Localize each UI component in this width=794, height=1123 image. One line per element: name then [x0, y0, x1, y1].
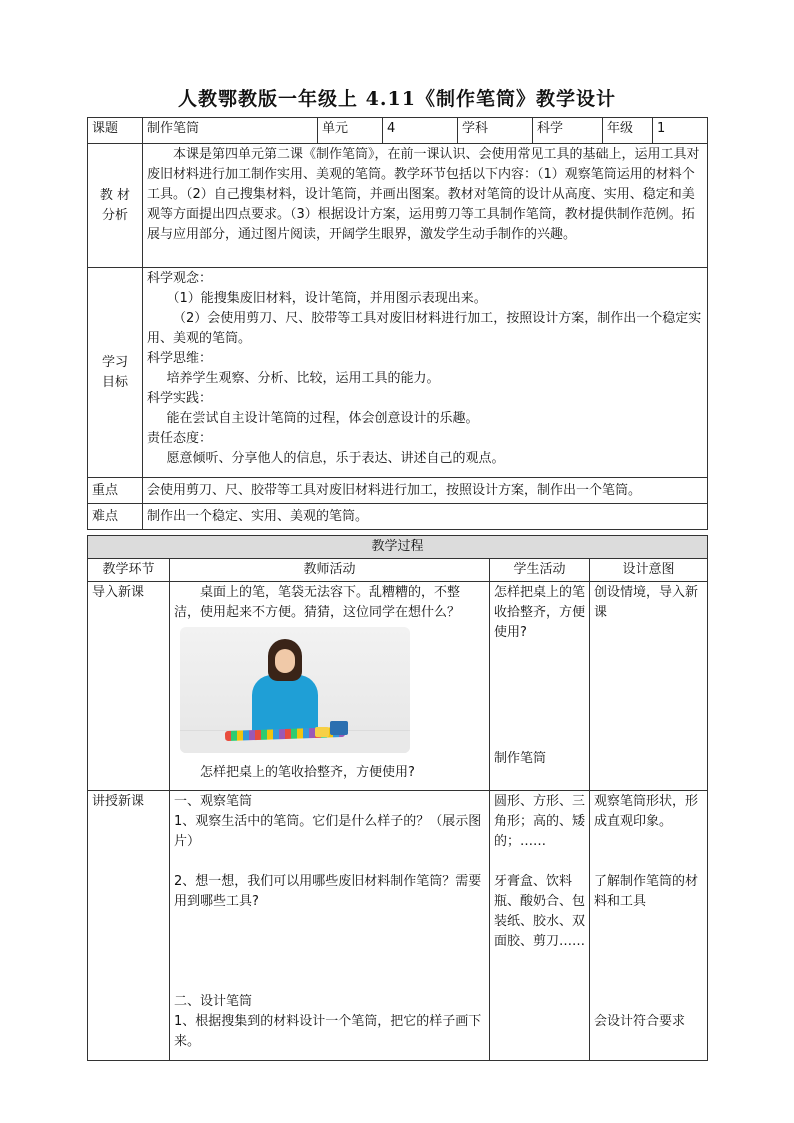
page-title: 人教鄂教版一年级上 4.11《制作笔筒》教学设计 [178, 88, 616, 110]
intro-teacher [170, 582, 490, 791]
student-item-1: 圆形、方形、三角形；高的、矮的；…… [494, 794, 586, 849]
concept-heading: 科学观念： [147, 271, 213, 286]
goals-label [88, 268, 143, 478]
teach-heading-1: 一、观察笔筒 [174, 794, 253, 809]
analysis-label-line-1: 教 材 [99, 187, 131, 203]
grade-label: 年级 [603, 118, 653, 144]
practice-heading: 科学实践： [147, 391, 213, 406]
student-item-2: 牙膏盒、饮料瓶、酸奶合、包装纸、胶水、双面胶、剪刀…… [494, 874, 586, 949]
teach-item-1: 1、观察生活中的笔筒。它们是什么样子的？（展示图片） [174, 814, 482, 849]
practice-item-1: 能在尝试自主设计笔筒的过程，体会创意设计的乐趣。 [166, 411, 479, 426]
course-label: 课题 [88, 118, 143, 144]
intro-teacher-text: 桌面上的笔，笔袋无法容下。乱糟糟的，不整洁，使用起来不方便。猜猜，这位同学在想什么？ [174, 585, 461, 620]
intent-item-2: 了解制作笔筒的材料和工具 [594, 874, 699, 909]
col-student: 学生活动 [490, 559, 590, 582]
thinking-item-1: 培养学生观察、分析、比较，运用工具的能力。 [166, 371, 440, 386]
col-intent: 设计意图 [590, 559, 708, 582]
teach-stage: 讲授新课 [88, 791, 170, 1061]
intro-student-bottom: 制作笔筒 [494, 751, 547, 766]
goals-label-line-2: 目标 [101, 374, 128, 390]
teaching-process-table [87, 535, 708, 1061]
process-header: 教学过程 [88, 536, 708, 559]
teach-teacher [170, 791, 490, 1061]
teach-item-2: 2、想一想，我们可以用哪些废旧材料制作笔筒？需要用到哪些工具? [174, 874, 482, 909]
unit-label: 单元 [318, 118, 383, 144]
analysis-label [88, 144, 143, 268]
key-text: 会使用剪刀、尺、胶带等工具对废旧材料进行加工，按照设计方案，制作出一个笔筒。 [143, 478, 708, 504]
concept-item-1: （1）能搜集废旧材料，设计笔筒，并用图示表现出来。 [166, 291, 487, 306]
unit-value: 4 [383, 118, 458, 144]
attitude-heading: 责任态度： [147, 431, 213, 446]
concept-item-2: （2）会使用剪刀、尺、胶带等工具对废旧材料进行加工，按照设计方案，制作出一个稳定实用、美观的笔筒。 [147, 311, 702, 346]
lesson-info-table [87, 117, 708, 530]
student-thinking-photo [180, 627, 410, 753]
intro-student-text: 怎样把桌上的笔收拾整齐，方便使用? [494, 585, 586, 640]
teach-heading-2: 二、设计笔筒 [174, 994, 253, 1009]
subject-value: 科学 [533, 118, 603, 144]
intro-stage: 导入新课 [88, 582, 170, 791]
subject-label: 学科 [458, 118, 533, 144]
col-stage: 教学环节 [88, 559, 170, 582]
thinking-heading: 科学思维： [147, 351, 213, 366]
key-label: 重点 [88, 478, 143, 504]
difficulty-text: 制作出一个稳定、实用、美观的笔筒。 [143, 504, 708, 530]
intro-intent: 创设情境，导入新课 [590, 582, 708, 791]
course-value: 制作笔筒 [143, 118, 318, 144]
intent-item-1: 观察笔筒形状，形成直观印象。 [594, 794, 699, 829]
goals-content [143, 268, 708, 478]
goals-label-line-1: 学习 [101, 354, 128, 370]
intent-item-3: 会设计符合要求 [594, 1014, 686, 1029]
analysis-text: 本课是第四单元第二课《制作笔筒》，在前一课认识、会使用常见工具的基础上，运用工具对废旧材料进行加工制作实用、美观的笔筒。教学环节包括以下内容：（1）观察笔筒运用的材料个工具。（2）自己搜集材料，设计笔筒，并画出图案。教材对笔筒的设计从高度、实用、稳定和美观等方面提出四点要求。（3）根据设计方案，运用剪刀等工具制作笔筒，教材提供制作范例。拓展与应用部分，通过图片阅读，开阔学生眼界，激发学生动手制作的兴趣。 [143, 144, 708, 268]
analysis-label-line-2: 分析 [101, 207, 128, 223]
grade-value: 1 [653, 118, 708, 144]
col-teacher: 教师活动 [170, 559, 490, 582]
intro-teacher-caption: 怎样把桌上的笔收拾整齐，方便使用? [200, 765, 415, 780]
intro-student [490, 582, 590, 791]
teach-student [490, 791, 590, 1061]
teach-intent [590, 791, 708, 1061]
difficulty-label: 难点 [88, 504, 143, 530]
teach-item-3: 1、根据搜集到的材料设计一个笔筒，把它的样子画下来。 [174, 1014, 482, 1049]
attitude-item-1: 愿意倾听、分享他人的信息，乐于表达、讲述自己的观点。 [166, 451, 505, 466]
